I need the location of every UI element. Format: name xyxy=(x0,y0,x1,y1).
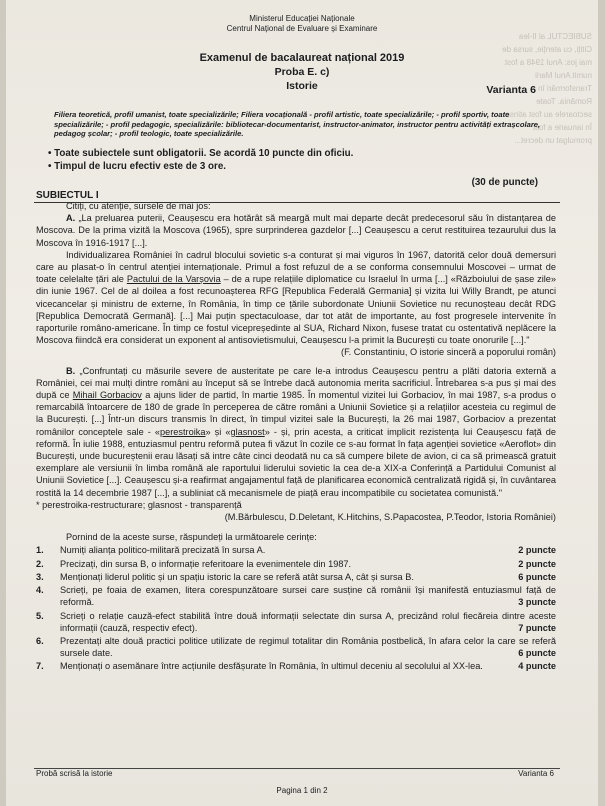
footer-divider xyxy=(34,768,560,769)
source-b-footnote: * perestroika-restructurare; glasnost - transparență xyxy=(36,499,242,510)
source-a-text: „La preluarea puterii, Ceaușescu era hotărât să meargă mult mai departe decât predecesorul său în distanțarea de Moscova. De la prima vizită la Moscova (1965), spre surprinderea gazdelor [...] Ceaușescu a cerut restituirea tezaurului dus la Moscova în 1916-1917 [...]. xyxy=(36,213,556,248)
source-b-text: „Confruntați cu măsurile severe de austeritate pe care le-a introdus Ceaușescu pentru a plăti datoria externă a României, cei mai mulți dintre români au început să se întrebe dacă autonomia merita sacrificiul. Întrebarea s-a pus și mai des după ce xyxy=(36,365,556,401)
section-title: SUBIECTUL I xyxy=(36,190,99,201)
variant-label: Varianta 6 xyxy=(486,84,536,96)
source-b-text-2: a ajuns lider de partid, în martie 1985. În momentul vizitei lui Gorbaciov, în mai 1987, s-a produs o remarcabilă întoarcere de 180 de grade în perceperea de către români a Uniunii Sovietice și a relațiilor acesteia cu regimul de la București. [...] Într-un discurs transmis în direct, în timpul vizitei sale la București, la 26 mai 1987, Gorbaciov a prezentat românilor conceptele sale - « xyxy=(36,390,557,437)
source-b-underlined-2: perestroika xyxy=(160,426,206,437)
question-text-body: Menționați o asemănare între acțiunile desfășurate în România, în ultimul deceniu al secolului al XX-lea. xyxy=(60,661,483,672)
question-number: 2. xyxy=(36,558,44,569)
question-points: 6 puncte xyxy=(518,571,556,582)
question-item xyxy=(36,635,556,659)
question-points: 7 puncte xyxy=(518,622,556,633)
source-a-underlined: Pactului de la Varșovia xyxy=(126,274,221,285)
question-item xyxy=(36,660,556,672)
source-b-label: B. xyxy=(66,365,76,376)
question-points: 3 puncte xyxy=(518,597,556,608)
question-text xyxy=(60,660,556,672)
question-number: 4. xyxy=(36,585,44,596)
questions-intro: Pornind de la aceste surse, răspundeți la următoarele cerințe: xyxy=(66,532,317,543)
source-b-underlined-1: Mihail Gorbaciov xyxy=(72,390,142,401)
question-number: 1. xyxy=(36,545,44,556)
source-b xyxy=(36,365,556,499)
source-a-text-2: Individualizarea României în cadrul blocului sovietic s-a conturat și mai viguros în 1967, datorită celor două demersuri care au plasat-o în centrul atenției internaționale. Primul a fost refuzul de a se conforma consemnului Moscovei – urmat de toate celelalte țări ale xyxy=(36,249,556,285)
exam-sheet xyxy=(6,0,598,806)
question-points: 6 puncte xyxy=(518,648,556,659)
exam-proba: Proba E. c) xyxy=(274,66,330,78)
question-points: 2 puncte xyxy=(518,545,556,556)
question-text xyxy=(60,635,556,659)
question-text: Numiți alianța politico-militară precizată în sursa A. xyxy=(60,545,266,556)
question-text-body: Scrieți o relație cauză-efect stabilită între două informații selectate din sursa A, precizând rolul fiecăreia dintre aceste informații (cauză, respectiv efect). xyxy=(60,610,556,633)
question-item xyxy=(36,610,556,634)
question-text xyxy=(60,584,556,608)
source-b-text-4: » - și, prin acesta, a criticat implicit rezistența lui Ceaușescu față de reformă. În iulie 1988, entuziasmul pentru reformă putea fi văzut în cozile ce s-au format în fața agenției sovietice «Aeroflot» din București, unde bucureștenii erau lăsați să intre câte cinci deodată nu ca să cumpere bilete de avion, ci ca să primească gratuit exemplare ale versiunii în limba română ale raportului liderului sovietic la cea de-a XIX-a Conferință a Partidului Comunist al Uniunii Sovietice [...]. Ceaușescu și-a reafirmat angajamentul față de planificarea economică centralizată rigidă și, în cuvântarea rostită la 14 decembrie 1987 [...], a subliniat că mecanismele de piață erau incompatibile cu societatea comunistă." xyxy=(36,426,556,498)
source-a-citation: (F. Constantiniu, O istorie sinceră a poporului român) xyxy=(341,347,556,358)
question-text-body: Prezentați alte două practici politice utilizate de regimul totalitar din România postbelică, în afara celor la care se referă sursele date. xyxy=(60,635,556,659)
question-text xyxy=(60,610,556,634)
rule-mandatory: • Toate subiectele sunt obligatorii. Se acordă 10 puncte din oficiu. xyxy=(48,148,353,161)
question-points: 2 puncte xyxy=(518,558,556,569)
source-a-label: A. xyxy=(66,213,76,224)
question-number: 5. xyxy=(36,610,44,621)
rule-time: • Timpul de lucru efectiv este de 3 ore. xyxy=(48,161,353,174)
source-a-paragraph-2 xyxy=(36,249,556,347)
question-number: 6. xyxy=(36,635,44,646)
source-a xyxy=(36,212,556,249)
section-points: (30 de puncte) xyxy=(471,177,538,188)
exam-rules xyxy=(48,148,353,173)
question-points: 4 puncte xyxy=(518,661,556,672)
question-number: 7. xyxy=(36,661,44,672)
question-item xyxy=(36,571,556,583)
question-item xyxy=(36,558,556,570)
footer-variant: Varianta 6 xyxy=(518,769,554,778)
source-a-text-3: – de a rupe relațiile diplomatice cu Israelul în urma [...] «Războiului de șase zile» din iunie 1967. Cel de al doilea a fost recunoașterea RFG [Republica Federală Germania] și vizita lui Willy Brandt, pe atunci vicecancelar și ministru de externe, în România, în timp ce țările subordonate Uniunii Sovietice nu recunoșteau decât RDG [Republica Democrată Germană]. [...] Mai puțin spectaculoase, dar tot atât de importante, au fost progresele intervenite în raporturile româno-americane. În timp ce fostul vicepreședinte al SUA, Richard Nixon, fusese tratat cu ostentativă neplăcere la Moscova fiindcă era considerat un exponent al antisovietismului, Ceaușescu l-a primit la București cu toate onorurile [...]." xyxy=(36,274,556,346)
exam-body xyxy=(36,200,556,673)
question-text: Precizați, din sursa B, o informație referitoare la evenimentele din 1987. xyxy=(60,558,352,569)
footer-subject: Probă scrisă la istorie xyxy=(36,769,113,778)
ministry-name: Ministerul Educației Naționale xyxy=(249,14,355,23)
question-item xyxy=(36,544,556,556)
question-item xyxy=(36,584,556,608)
read-instruction: Citiți, cu atenție, sursele de mai jos: xyxy=(66,201,211,211)
question-number: 3. xyxy=(36,571,44,582)
exam-subject: Istorie xyxy=(286,80,318,92)
question-text-body: Scrieți, pe foaia de examen, litera corespunzătoare sursei care susține că românii își manifestă entuziasmul față de reformă. xyxy=(60,585,556,608)
source-b-text-3: » și « xyxy=(205,426,231,437)
page-number: Pagina 1 din 2 xyxy=(276,786,328,795)
question-text: Menționați liderul politic și un spațiu istoric la care se referă atât sursa A, cât și sursa B. xyxy=(60,571,414,582)
center-name: Centrul Național de Evaluare și Examinare xyxy=(226,24,378,33)
source-b-citation: (M.Bărbulescu, D.Deletant, K.Hitchins, S.Papacostea, P.Teodor, Istoria României) xyxy=(224,512,556,523)
ministry-header xyxy=(6,14,598,34)
questions-list xyxy=(36,531,556,672)
profiles-text: Filiera teoretică, profil umanist, toate specializările; Filiera vocațională - profil artistic, toate specializările; - profil sportiv, toate specializările; - profil pedagogic, specializările: bibliotecar-documentarist, instructor-animator, instructor pentru activități extrașcolare, pedagog școlar; - profil teologic, toate specializările. xyxy=(54,110,541,138)
exam-title: Examenul de bacalaureat național 2019 xyxy=(199,52,405,64)
source-b-underlined-3: glasnost xyxy=(230,426,265,437)
bleed-through-text: SUBIECTUL al II-lea Citiți, cu atenție, sursa de mai jos: Anul 1948 a fost numit Anul Marii Transformări în România. Toate sectoarele au fost atinse. În ianuarie a fost promulgat un decret... xyxy=(502,32,592,145)
